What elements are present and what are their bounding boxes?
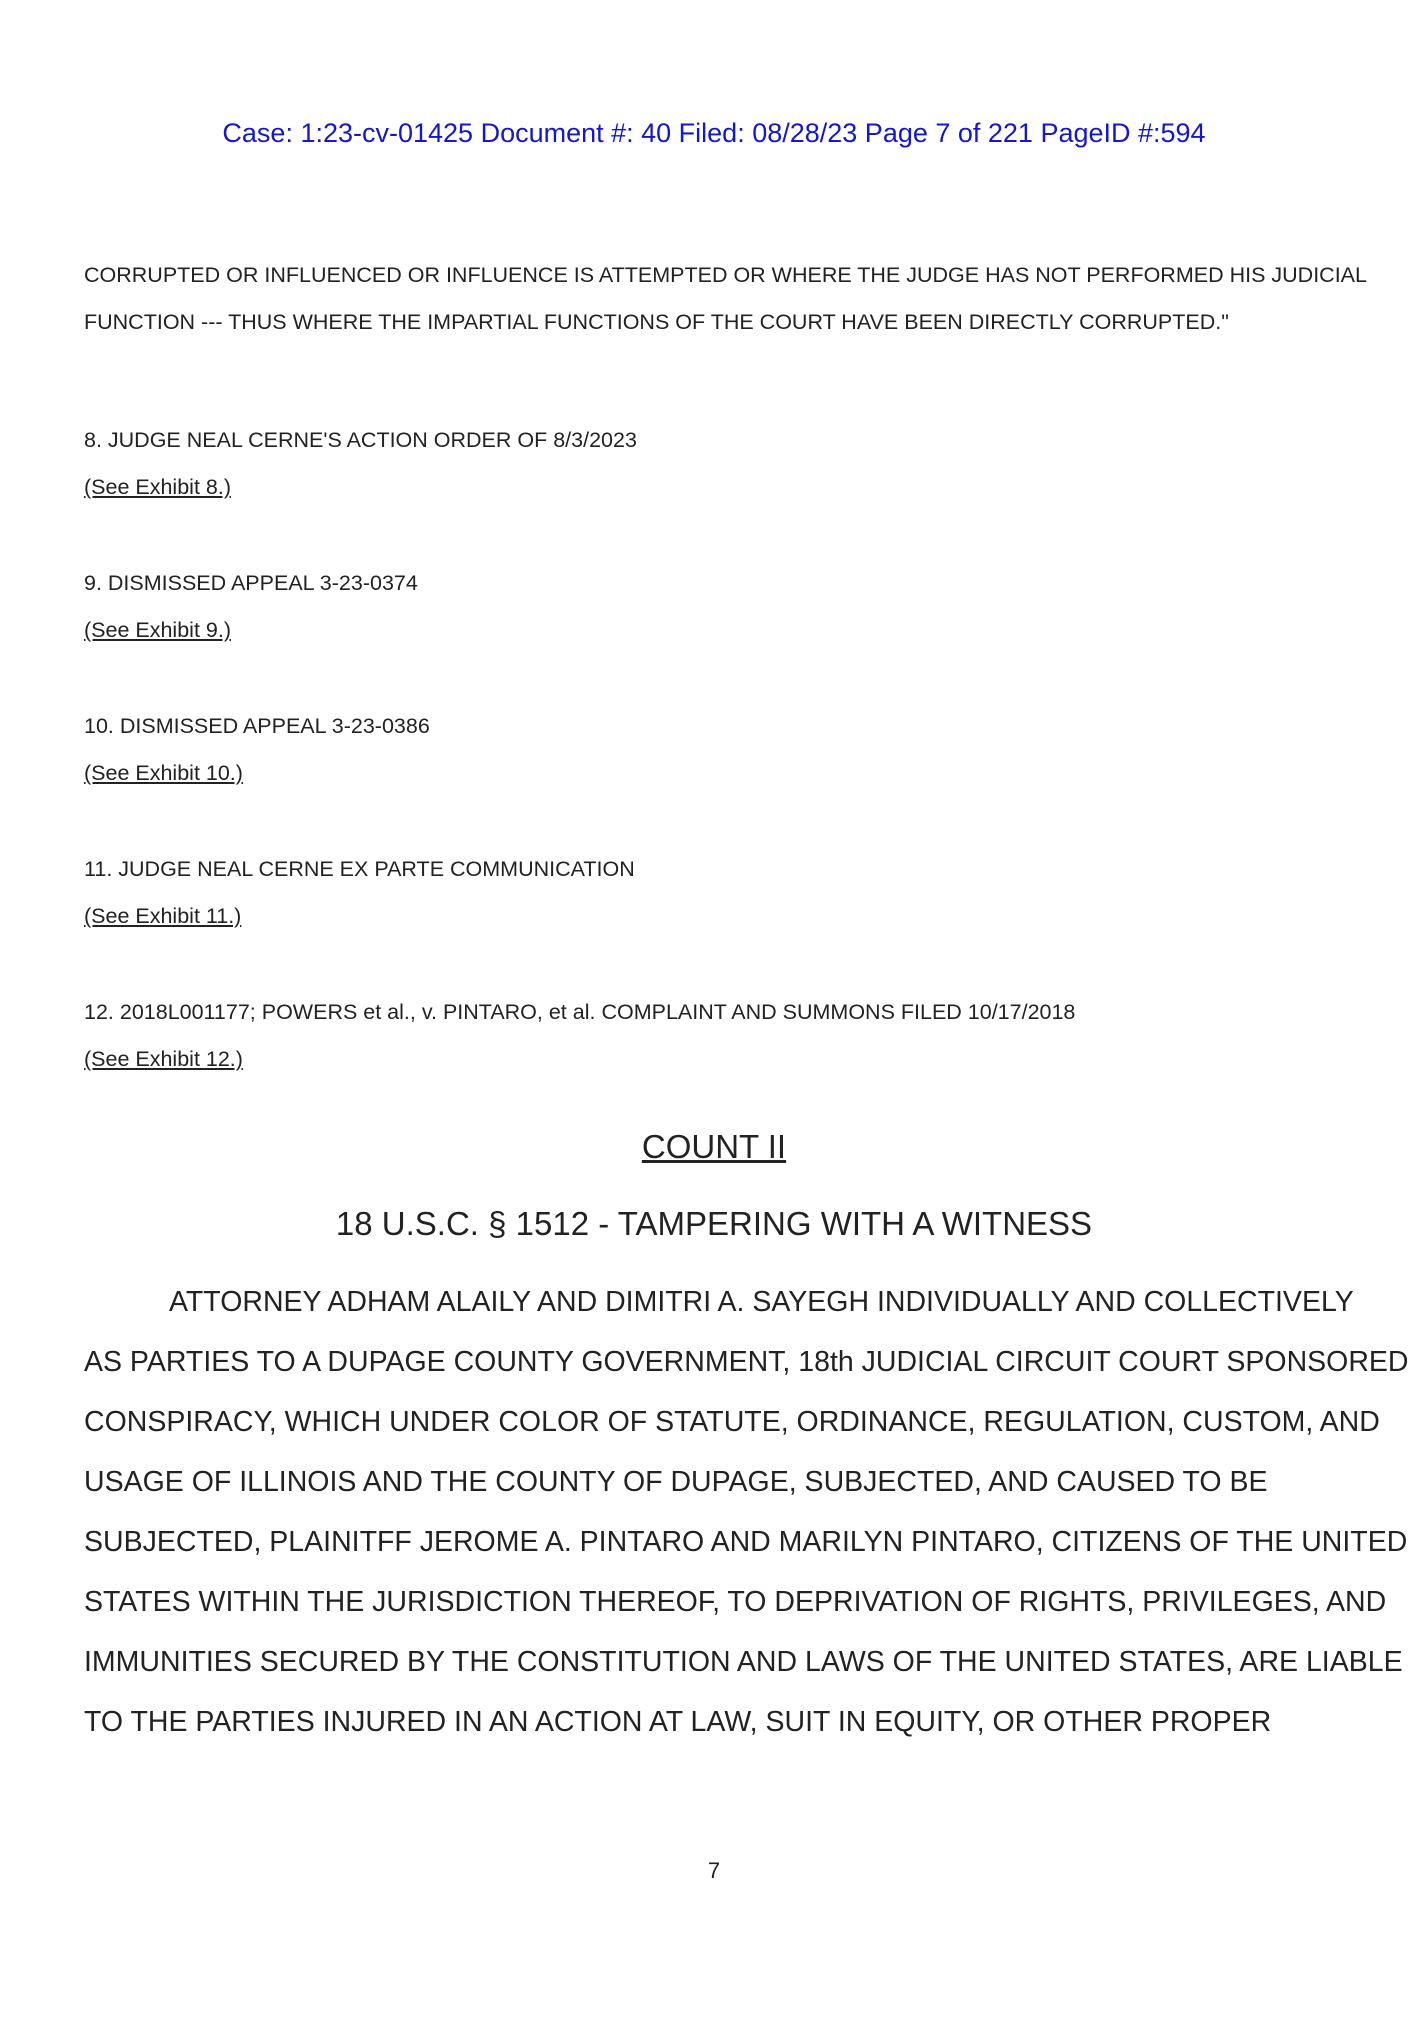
exhibit-reference: (See Exhibit 12.) (84, 1047, 243, 1071)
exhibit-title: 12. 2018L001177; POWERS et al., v. PINTARO, et al. COMPLAINT AND SUMMONS FILED 10/17/2018 (84, 1000, 1076, 1024)
body-line: TO THE PARTIES INJURED IN AN ACTION AT LAW, SUIT IN EQUITY, OR OTHER PROPER (84, 1706, 1272, 1738)
exhibit-item-9 (84, 560, 418, 654)
exhibit-reference: (See Exhibit 8.) (84, 475, 231, 499)
exhibit-reference: (See Exhibit 9.) (84, 618, 231, 642)
body-line: IMMUNITIES SECURED BY THE CONSTITUTION AND LAWS OF THE UNITED STATES, ARE LIABLE (84, 1646, 1403, 1678)
body-line: CONSPIRACY, WHICH UNDER COLOR OF STATUTE, ORDINANCE, REGULATION, CUSTOM, AND (84, 1406, 1380, 1438)
exhibit-title: 8. JUDGE NEAL CERNE'S ACTION ORDER OF 8/3/2023 (84, 428, 637, 452)
exhibit-title: 9. DISMISSED APPEAL 3-23-0374 (84, 571, 418, 595)
exhibit-item-8 (84, 417, 637, 511)
exhibit-reference: (See Exhibit 11.) (84, 904, 242, 928)
exhibit-reference: (See Exhibit 10.) (84, 761, 243, 785)
page-number: 7 (707, 1858, 721, 1883)
body-line: SUBJECTED, PLAINITFF JEROME A. PINTARO AND MARILYN PINTARO, CITIZENS OF THE UNITED (84, 1526, 1408, 1558)
body-line: AS PARTIES TO A DUPAGE COUNTY GOVERNMENT, 18th JUDICIAL CIRCUIT COURT SPONSORED (84, 1346, 1409, 1378)
count-heading: COUNT II (641, 1128, 787, 1165)
statute-heading: 18 U.S.C. § 1512 - TAMPERING WITH A WITNESS (335, 1205, 1093, 1242)
exhibit-item-11 (84, 846, 635, 940)
exhibit-item-12 (84, 989, 1075, 1083)
body-line: ATTORNEY ADHAM ALAILY AND DIMITRI A. SAYEGH INDIVIDUALLY AND COLLECTIVELY (169, 1286, 1354, 1318)
case-header-stamp: Case: 1:23-cv-01425 Document #: 40 Filed: 08/28/23 Page 7 of 221 PageID #:594 (222, 118, 1206, 148)
body-line: USAGE OF ILLINOIS AND THE COUNTY OF DUPAGE, SUBJECTED, AND CAUSED TO BE (84, 1466, 1268, 1498)
count-body-paragraph (84, 1272, 1409, 1752)
intro-line: CORRUPTED OR INFLUENCED OR INFLUENCE IS ATTEMPTED OR WHERE THE JUDGE HAS NOT PERFORMED HIS JUDICIAL (84, 263, 1367, 287)
intro-paragraph (84, 252, 1367, 346)
exhibit-item-10 (84, 703, 430, 797)
body-line: STATES WITHIN THE JURISDICTION THEREOF, TO DEPRIVATION OF RIGHTS, PRIVILEGES, AND (84, 1586, 1387, 1618)
exhibit-title: 10. DISMISSED APPEAL 3-23-0386 (84, 714, 430, 738)
intro-line: FUNCTION --- THUS WHERE THE IMPARTIAL FUNCTIONS OF THE COURT HAVE BEEN DIRECTLY CORRUPTED." (84, 310, 1229, 334)
exhibit-title: 11. JUDGE NEAL CERNE EX PARTE COMMUNICATION (84, 857, 635, 881)
